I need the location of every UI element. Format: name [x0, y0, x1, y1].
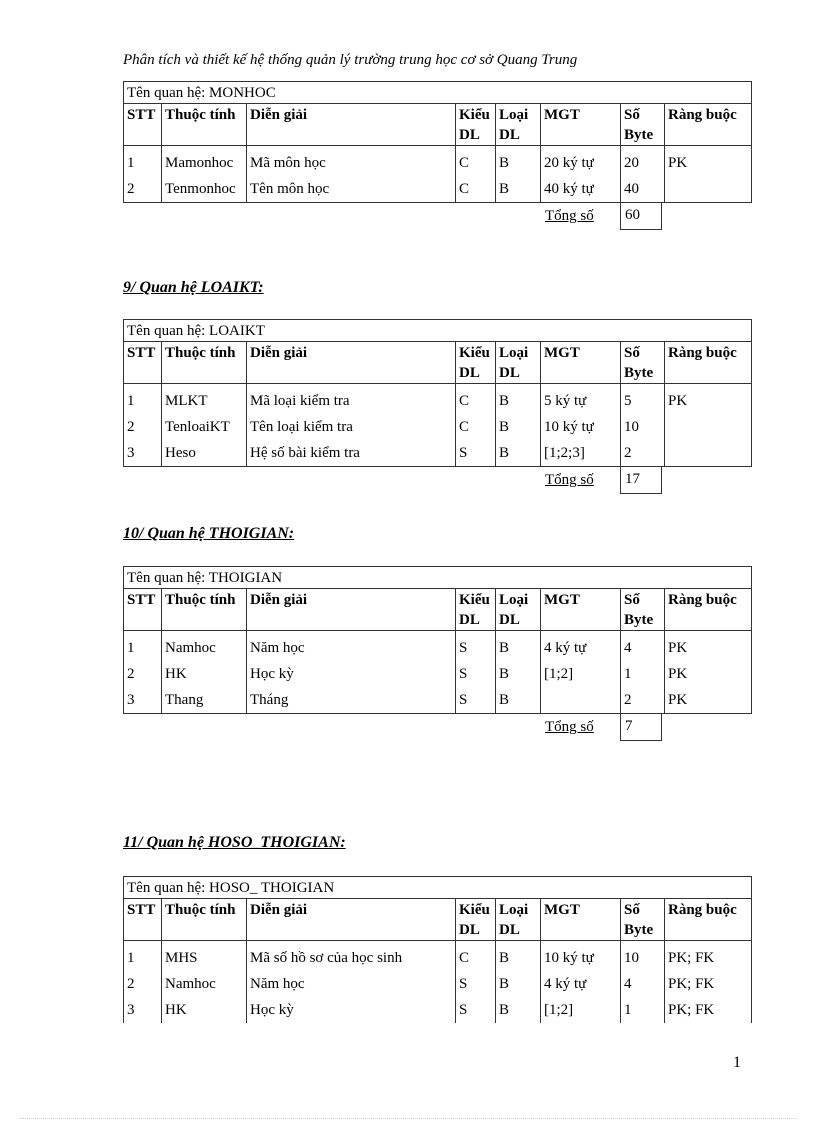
- cell-rang-buoc: PK: [665, 661, 752, 687]
- cell-so-byte: 1: [621, 997, 665, 1023]
- table-row: [124, 997, 752, 1023]
- cell-stt: 1: [124, 941, 162, 972]
- cell-loai-dl: B: [496, 971, 541, 997]
- table-row: [124, 971, 752, 997]
- column-header-dien-giai: Diễn giải: [247, 589, 456, 631]
- table-row: [124, 440, 752, 467]
- cell-dien-giai: Năm học: [247, 631, 456, 662]
- cell-loai-dl: B: [496, 440, 541, 467]
- cell-stt: 1: [124, 384, 162, 415]
- cell-mgt: 40 ký tự: [541, 176, 621, 203]
- cell-loai-dl: B: [496, 384, 541, 415]
- column-header-so-byte: Số Byte: [621, 342, 665, 384]
- page-bottom-divider: [20, 1118, 796, 1119]
- total-label: Tổng số: [545, 472, 594, 488]
- cell-stt: 2: [124, 661, 162, 687]
- total-value: 7: [620, 714, 662, 741]
- cell-rang-buoc: [665, 440, 752, 467]
- cell-mgt: 10 ký tự: [541, 941, 621, 972]
- cell-stt: 1: [124, 631, 162, 662]
- section-heading-hoso-thoigian: 11/ Quan hệ HOSO_THOIGIAN:: [123, 834, 346, 851]
- cell-so-byte: 4: [621, 971, 665, 997]
- cell-dien-giai: Tên loại kiểm tra: [247, 414, 456, 440]
- cell-stt: 2: [124, 971, 162, 997]
- column-header-loai-dl: Loại DL: [496, 104, 541, 146]
- total-row: [123, 203, 751, 231]
- column-header-so-byte: Số Byte: [621, 899, 665, 941]
- cell-thuoc-tinh: TenloaiKT: [162, 414, 247, 440]
- column-header-rang-buoc: Ràng buộc: [665, 342, 752, 384]
- cell-so-byte: 2: [621, 687, 665, 714]
- cell-dien-giai: Học kỳ: [247, 997, 456, 1023]
- total-label: Tổng số: [545, 208, 594, 224]
- cell-dien-giai: Năm học: [247, 971, 456, 997]
- column-header-kieu-dl: Kiểu DL: [456, 589, 496, 631]
- relation-name: Tên quan hệ: THOIGIAN: [124, 567, 752, 589]
- column-header-dien-giai: Diễn giải: [247, 899, 456, 941]
- cell-dien-giai: Tên môn học: [247, 176, 456, 203]
- table-row: [124, 176, 752, 203]
- cell-so-byte: 20: [621, 146, 665, 177]
- cell-dien-giai: Mã môn học: [247, 146, 456, 177]
- cell-loai-dl: B: [496, 414, 541, 440]
- column-header-thuoc-tinh: Thuộc tính: [162, 899, 247, 941]
- cell-mgt: 20 ký tự: [541, 146, 621, 177]
- table-row: [124, 414, 752, 440]
- cell-loai-dl: B: [496, 631, 541, 662]
- cell-stt: 3: [124, 997, 162, 1023]
- cell-mgt: [541, 687, 621, 714]
- column-header-loai-dl: Loại DL: [496, 899, 541, 941]
- cell-thuoc-tinh: Heso: [162, 440, 247, 467]
- cell-loai-dl: B: [496, 687, 541, 714]
- column-header-thuoc-tinh: Thuộc tính: [162, 589, 247, 631]
- relation-table-monhoc: [123, 81, 751, 231]
- relation-name: Tên quan hệ: MONHOC: [124, 82, 752, 104]
- column-header-mgt: MGT: [541, 589, 621, 631]
- page-header: Phân tích và thiết kế hệ thống quản lý trường trung học cơ sở Quang Trung: [123, 52, 578, 68]
- column-header-mgt: MGT: [541, 899, 621, 941]
- total-value: 60: [620, 203, 662, 230]
- column-header-loai-dl: Loại DL: [496, 342, 541, 384]
- relation-table-loaikt: [123, 319, 751, 495]
- relation-name: Tên quan hệ: HOSO_ THOIGIAN: [124, 877, 752, 899]
- cell-kieu-dl: C: [456, 941, 496, 972]
- total-value: 17: [620, 467, 662, 494]
- column-header-rang-buoc: Ràng buộc: [665, 104, 752, 146]
- section-heading-thoigian: 10/ Quan hệ THOIGIAN:: [123, 525, 295, 542]
- relation-table: [123, 319, 752, 467]
- cell-rang-buoc: PK; FK: [665, 971, 752, 997]
- column-header-so-byte: Số Byte: [621, 589, 665, 631]
- column-header-rang-buoc: Ràng buộc: [665, 899, 752, 941]
- cell-rang-buoc: PK; FK: [665, 941, 752, 972]
- table-row: [124, 384, 752, 415]
- cell-kieu-dl: S: [456, 661, 496, 687]
- cell-dien-giai: Mã số hồ sơ của học sinh: [247, 941, 456, 972]
- cell-mgt: 5 ký tự: [541, 384, 621, 415]
- cell-loai-dl: B: [496, 146, 541, 177]
- table-row: [124, 631, 752, 662]
- table-row: [124, 661, 752, 687]
- cell-so-byte: 4: [621, 631, 665, 662]
- cell-kieu-dl: C: [456, 146, 496, 177]
- relation-table: [123, 876, 752, 1023]
- cell-stt: 3: [124, 687, 162, 714]
- column-header-stt: STT: [124, 342, 162, 384]
- column-header-loai-dl: Loại DL: [496, 589, 541, 631]
- cell-rang-buoc: PK: [665, 384, 752, 415]
- cell-rang-buoc: PK: [665, 146, 752, 177]
- cell-thuoc-tinh: HK: [162, 997, 247, 1023]
- column-header-kieu-dl: Kiểu DL: [456, 104, 496, 146]
- total-label: Tổng số: [545, 719, 594, 735]
- column-header-dien-giai: Diễn giải: [247, 104, 456, 146]
- table-row: [124, 146, 752, 177]
- relation-table-hoso-thoigian: [123, 876, 751, 1023]
- cell-mgt: 10 ký tự: [541, 414, 621, 440]
- total-row: [123, 714, 751, 742]
- column-header-mgt: MGT: [541, 104, 621, 146]
- cell-thuoc-tinh: Namhoc: [162, 631, 247, 662]
- section-heading-loaikt: 9/ Quan hệ LOAIKT:: [123, 279, 264, 296]
- cell-rang-buoc: PK; FK: [665, 997, 752, 1023]
- column-header-rang-buoc: Ràng buộc: [665, 589, 752, 631]
- cell-thuoc-tinh: MLKT: [162, 384, 247, 415]
- cell-mgt: [1;2;3]: [541, 440, 621, 467]
- page-number: 1: [733, 1054, 741, 1071]
- column-header-kieu-dl: Kiểu DL: [456, 899, 496, 941]
- column-header-so-byte: Số Byte: [621, 104, 665, 146]
- cell-stt: 2: [124, 176, 162, 203]
- cell-kieu-dl: S: [456, 687, 496, 714]
- cell-stt: 2: [124, 414, 162, 440]
- cell-thuoc-tinh: MHS: [162, 941, 247, 972]
- cell-dien-giai: Hệ số bài kiểm tra: [247, 440, 456, 467]
- cell-kieu-dl: C: [456, 384, 496, 415]
- cell-thuoc-tinh: Tenmonhoc: [162, 176, 247, 203]
- cell-thuoc-tinh: Mamonhoc: [162, 146, 247, 177]
- relation-table-thoigian: [123, 566, 751, 742]
- relation-name: Tên quan hệ: LOAIKT: [124, 320, 752, 342]
- cell-mgt: 4 ký tự: [541, 631, 621, 662]
- cell-rang-buoc: [665, 414, 752, 440]
- cell-kieu-dl: S: [456, 971, 496, 997]
- cell-so-byte: 5: [621, 384, 665, 415]
- cell-rang-buoc: PK: [665, 687, 752, 714]
- column-header-thuoc-tinh: Thuộc tính: [162, 342, 247, 384]
- column-header-stt: STT: [124, 104, 162, 146]
- column-header-stt: STT: [124, 899, 162, 941]
- table-row: [124, 941, 752, 972]
- cell-dien-giai: Tháng: [247, 687, 456, 714]
- cell-kieu-dl: S: [456, 440, 496, 467]
- column-header-mgt: MGT: [541, 342, 621, 384]
- cell-so-byte: 1: [621, 661, 665, 687]
- total-row: [123, 467, 751, 495]
- cell-loai-dl: B: [496, 941, 541, 972]
- cell-so-byte: 40: [621, 176, 665, 203]
- cell-stt: 1: [124, 146, 162, 177]
- cell-dien-giai: Mã loại kiểm tra: [247, 384, 456, 415]
- cell-loai-dl: B: [496, 661, 541, 687]
- table-row: [124, 687, 752, 714]
- column-header-thuoc-tinh: Thuộc tính: [162, 104, 247, 146]
- cell-loai-dl: B: [496, 176, 541, 203]
- column-header-dien-giai: Diễn giải: [247, 342, 456, 384]
- cell-mgt: [1;2]: [541, 661, 621, 687]
- cell-so-byte: 2: [621, 440, 665, 467]
- cell-thuoc-tinh: HK: [162, 661, 247, 687]
- relation-table: [123, 566, 752, 714]
- column-header-kieu-dl: Kiểu DL: [456, 342, 496, 384]
- cell-kieu-dl: S: [456, 997, 496, 1023]
- cell-dien-giai: Học kỳ: [247, 661, 456, 687]
- cell-kieu-dl: S: [456, 631, 496, 662]
- cell-rang-buoc: [665, 176, 752, 203]
- cell-mgt: 4 ký tự: [541, 971, 621, 997]
- cell-so-byte: 10: [621, 414, 665, 440]
- cell-kieu-dl: C: [456, 414, 496, 440]
- cell-kieu-dl: C: [456, 176, 496, 203]
- cell-stt: 3: [124, 440, 162, 467]
- cell-rang-buoc: PK: [665, 631, 752, 662]
- cell-thuoc-tinh: Namhoc: [162, 971, 247, 997]
- cell-loai-dl: B: [496, 997, 541, 1023]
- cell-mgt: [1;2]: [541, 997, 621, 1023]
- cell-so-byte: 10: [621, 941, 665, 972]
- relation-table: [123, 81, 752, 203]
- column-header-stt: STT: [124, 589, 162, 631]
- cell-thuoc-tinh: Thang: [162, 687, 247, 714]
